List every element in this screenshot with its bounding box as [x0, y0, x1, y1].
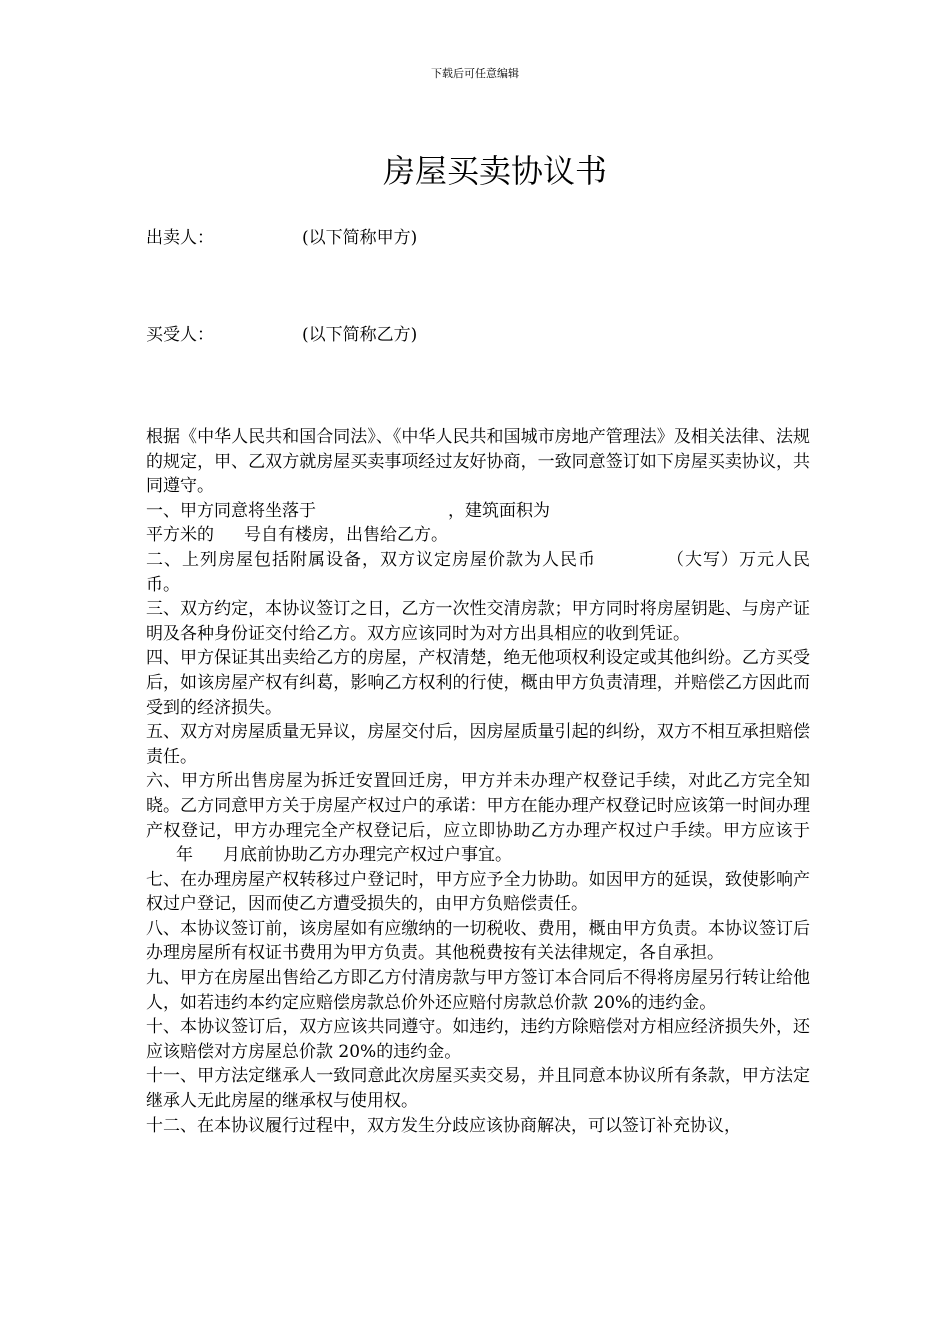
clause-1-area-text: ，建筑面积为 — [448, 500, 550, 521]
buyer-line — [146, 323, 417, 347]
document-title: 房屋买卖协议书 — [382, 152, 607, 191]
clause-11: 十一、甲方法定继承人一致同意此次房屋买卖交易，并且同意本协议所有条款，甲方法定继承人无此房屋的继承权与使用权。 — [146, 1066, 810, 1112]
clause-12: 十二、在本协议履行过程中，双方发生分歧应该协商解决，可以签订补充协议， — [146, 1115, 741, 1136]
clause-9: 九、甲方在房屋出售给乙方即乙方付清房款与甲方签订本合同后不得将房屋另行转让给他人，如若违约本约定应赔偿房款总价外还应赔付房款总价款 20%的违约金。 — [146, 968, 810, 1013]
clause-2-end-text: （大写）万元人民币。 — [146, 549, 810, 595]
clause-1 — [146, 499, 810, 548]
clause-2-price-text: 二、上列房屋包括附属设备，双方议定房屋价款为人民币 — [146, 549, 596, 570]
clause-7: 七、在办理房屋产权转移过户登记时，甲方应予全力协助。如因甲方的延误，致使影响产权过户登记，因而使乙方遭受损失的，由甲方负赔偿责任。 — [146, 869, 810, 915]
clause-6-end-text: 月底前协助乙方办理完产权过户事宜。 — [223, 845, 512, 866]
clause-10: 十、本协议签订后，双方应该共同遵守。如违约，违约方除赔偿对方相应经济损失外，还应该赔偿对方房屋总价款 20%的违约金。 — [146, 1017, 810, 1062]
agreement-body — [146, 425, 810, 1138]
clause-6 — [146, 769, 810, 867]
intro-paragraph: 根据《中华人民共和国合同法》、《中华人民共和国城市房地产管理法》及相关法律、法规的规定，甲、乙双方就房屋买卖事项经过友好协商，一致同意签订如下房屋买卖协议，共同遵守。 — [146, 427, 810, 497]
clause-1-location-text: 一、甲方同意将坐落于 — [146, 500, 316, 521]
seller-line — [146, 226, 417, 250]
clause-8: 八、本协议签订前，该房屋如有应缴纳的一切税收、费用，概由甲方负责。本协议签订后办理房屋所有权证书费用为甲方负责。其他税费按有关法律规定，各自承担。 — [146, 918, 810, 964]
buyer-role-label: 买受人： — [146, 325, 214, 345]
clause-6-main-text: 六、甲方所出售房屋为拆迁安置回迁房，甲方并未办理产权登记手续，对此乙方完全知晓。乙方同意甲方关于房屋产权过户的承诺：甲方在能办理产权登记时应该第一时间办理产权登记，甲方办理完全产权登记后，应立即协助乙方办理产权过户手续。甲方应该于 — [146, 771, 810, 841]
clause-2 — [146, 548, 810, 597]
seller-alias: (以下简称甲方) — [302, 228, 418, 248]
seller-role-label: 出卖人： — [146, 228, 214, 248]
clause-4: 四、甲方保证其出卖给乙方的房屋，产权清楚，绝无他项权利设定或其他纠纷。乙方买受后，如该房屋产权有纠葛，影响乙方权利的行使，概由甲方负责清理，并赔偿乙方因此而受到的经济损失。 — [146, 648, 810, 718]
clause-1-end-text: 号自有楼房，出售给乙方。 — [244, 525, 448, 546]
clause-1-unit-text: 平方米的 — [146, 525, 214, 546]
buyer-alias: (以下简称乙方) — [302, 325, 418, 345]
clause-3: 三、双方约定，本协议签订之日，乙方一次性交清房款；甲方同时将房屋钥匙、与房产证明及各种身份证交付给乙方。双方应该同时为对方出具相应的收到凭证。 — [146, 599, 810, 644]
clause-6-year-text: 年 — [176, 845, 193, 866]
header-note: 下载后可任意编辑 — [431, 67, 519, 80]
clause-5: 五、双方对房屋质量无异议，房屋交付后，因房屋质量引起的纠纷，双方不相互承担赔偿责任。 — [146, 722, 810, 767]
